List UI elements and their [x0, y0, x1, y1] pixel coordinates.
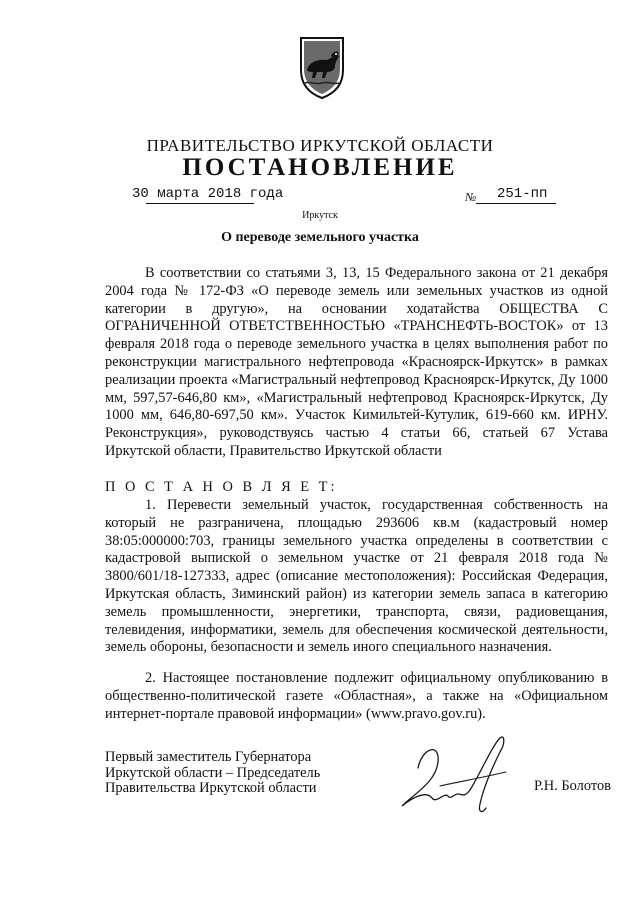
item-2-paragraph: 2. Настоящее постановление подлежит официальному опубликованию в общественно-политической газете «Областная», а также на «Официальном интернет-портале правовой информации» (www.pravo.gov.ru). [105, 670, 608, 722]
coat-of-arms-icon [297, 36, 347, 100]
position-line-1: Первый заместитель Губернатора [105, 749, 312, 765]
document-title: О переводе земельного участка [221, 230, 419, 245]
resolves-heading: П О С Т А Н О В Л Я Е Т: [105, 479, 338, 495]
document-date: 30 марта 2018 года [132, 186, 284, 202]
position-line-3: Правительства Иркутской области [105, 780, 317, 796]
number-label: № [465, 190, 477, 204]
preamble-paragraph: В соответствии со статьями 3, 13, 15 Федерального закона от 21 декабря 2004 года № 172-ФЗ «О переводе земель или земельных участков из одной категории в другую», на основании ходатайства ОБЩЕСТВА С ОГРАНИЧЕННОЙ ОТВЕТСТВЕННОСТЬЮ «ТРАНСНЕФТЬ-ВОСТОК» от 13 февраля 2018 года о переводе земельного участка в целях выполнения работ по реконструкции магистрального нефтепровода «Красноярск-Иркутск» в рамках реализации проекта «Магистральный нефтепровод Красноярск-Иркутск, Ду 1000 мм, 597,57-646,80 км», «Магистральный нефтепровод Красноярск-Иркутск, Ду 1000 мм, 646,80-697,50 км». Участок Кимильтей-Кутулик, 619-660 км. ИРНУ. Реконструкция», руководствуясь частью 4 статьи 66, статьей 67 Устава Иркутской области, Правительство Иркутской области [105, 265, 608, 459]
date-underline [146, 203, 254, 204]
city: Иркутск [302, 210, 338, 221]
position-line-2: Иркутской области – Председатель [105, 764, 321, 781]
signatory-position [105, 750, 320, 797]
number-underline [476, 203, 556, 204]
handwritten-signature-icon [388, 728, 518, 823]
document-type: ПОСТАНОВЛЕНИЕ [182, 154, 458, 181]
document-number: 251-пп [497, 186, 548, 202]
government-name: ПРАВИТЕЛЬСТВО ИРКУТСКОЙ ОБЛАСТИ [146, 136, 494, 155]
item-1-paragraph: 1. Перевести земельный участок, государственная собственность на который не разграничена, площадью 293606 кв.м (кадастровый номер 38:05:000000:703, границы земельного участка определены в соответствии с кадастровой выпиской о земельном участке от 21 февраля 2018 года № 3800/601/18-127333, адрес (описание местоположения): Российская Федерация, Иркутская область, Зиминский район) из категории земель запаса в категорию земель промышленности, энергетики, транспорта, связи, радиовещания, телевидения, информатики, земель для обеспечения космической деятельности, земель обороны, безопасности и земель иного специального назначения. [105, 497, 608, 656]
signatory-name: Р.Н. Болотов [534, 778, 611, 794]
